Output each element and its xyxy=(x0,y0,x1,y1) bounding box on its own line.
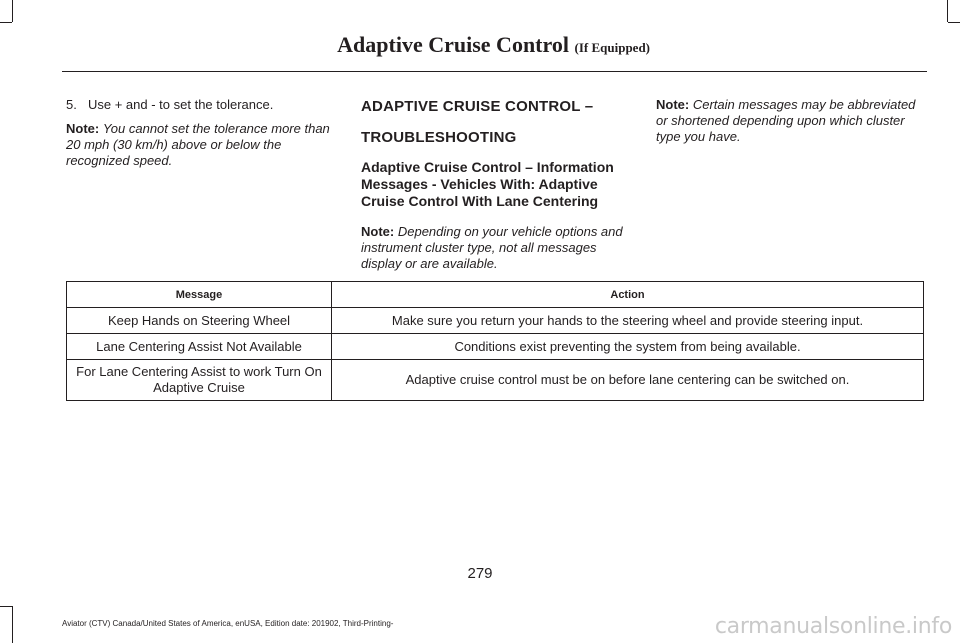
subsection-heading: Adaptive Cruise Control – Information Messages - Vehicles With: Adaptive Cruise Control With Lane Centering xyxy=(361,159,614,209)
section-heading-line-2: TROUBLESHOOTING xyxy=(361,129,517,146)
note-text: You cannot set the tolerance more than 20 mph (30 km/h) above or below the recognized speed. xyxy=(66,121,330,168)
crop-mark-top-left-horizontal xyxy=(0,22,12,23)
header-rule xyxy=(62,71,927,72)
watermark: carmanualsonline.info xyxy=(714,614,952,639)
column-3 xyxy=(656,97,928,153)
note-tolerance xyxy=(66,121,336,169)
crop-mark-top-right-horizontal xyxy=(948,22,960,23)
note-label: Note: xyxy=(66,121,100,136)
messages-table xyxy=(66,281,924,401)
footer-edition: Aviator (CTV) Canada/United States of America, enUSA, Edition date: 201902, Third-Printing- xyxy=(62,619,394,628)
step-text: Use + and - to set the tolerance. xyxy=(88,97,274,112)
note-label: Note: xyxy=(361,224,395,239)
page-title xyxy=(337,32,650,58)
action-cell: Make sure you return your hands to the steering wheel and provide steering input. xyxy=(332,308,924,334)
table-row xyxy=(67,360,924,401)
crop-mark-top-left-vertical xyxy=(12,0,13,22)
table-row xyxy=(67,334,924,360)
table-header-row xyxy=(67,282,924,308)
action-cell: Adaptive cruise control must be on before lane centering can be switched on. xyxy=(332,360,924,401)
crop-mark-top-right-vertical xyxy=(947,0,948,22)
page-title-main: Adaptive Cruise Control xyxy=(337,32,569,57)
message-cell: Lane Centering Assist Not Available xyxy=(67,334,332,360)
step-number: 5. xyxy=(66,97,77,112)
message-cell: Keep Hands on Steering Wheel xyxy=(67,308,332,334)
column-1 xyxy=(66,97,336,177)
section-heading xyxy=(361,97,633,147)
note-text: Certain messages may be abbreviated or shortened depending upon which cluster type you have. xyxy=(656,97,916,144)
message-cell: For Lane Centering Assist to work Turn On Adaptive Cruise xyxy=(67,360,332,401)
note-label: Note: xyxy=(656,97,690,112)
page-title-subtitle: (If Equipped) xyxy=(574,40,650,55)
crop-mark-bottom-left-vertical xyxy=(12,606,13,643)
note-text: Depending on your vehicle options and instrument cluster type, not all messages display or are available. xyxy=(361,224,623,271)
action-cell: Conditions exist preventing the system from being available. xyxy=(332,334,924,360)
page-number: 279 xyxy=(467,565,493,582)
crop-mark-bottom-left-horizontal xyxy=(0,606,12,607)
note-abbreviated xyxy=(656,97,928,145)
section-heading-line-1: ADAPTIVE CRUISE CONTROL – xyxy=(361,98,594,115)
column-header-action: Action xyxy=(332,282,924,308)
column-header-message: Message xyxy=(67,282,332,308)
column-2 xyxy=(361,97,633,280)
note-availability xyxy=(361,224,633,272)
step-5 xyxy=(66,97,336,113)
table-row xyxy=(67,308,924,334)
